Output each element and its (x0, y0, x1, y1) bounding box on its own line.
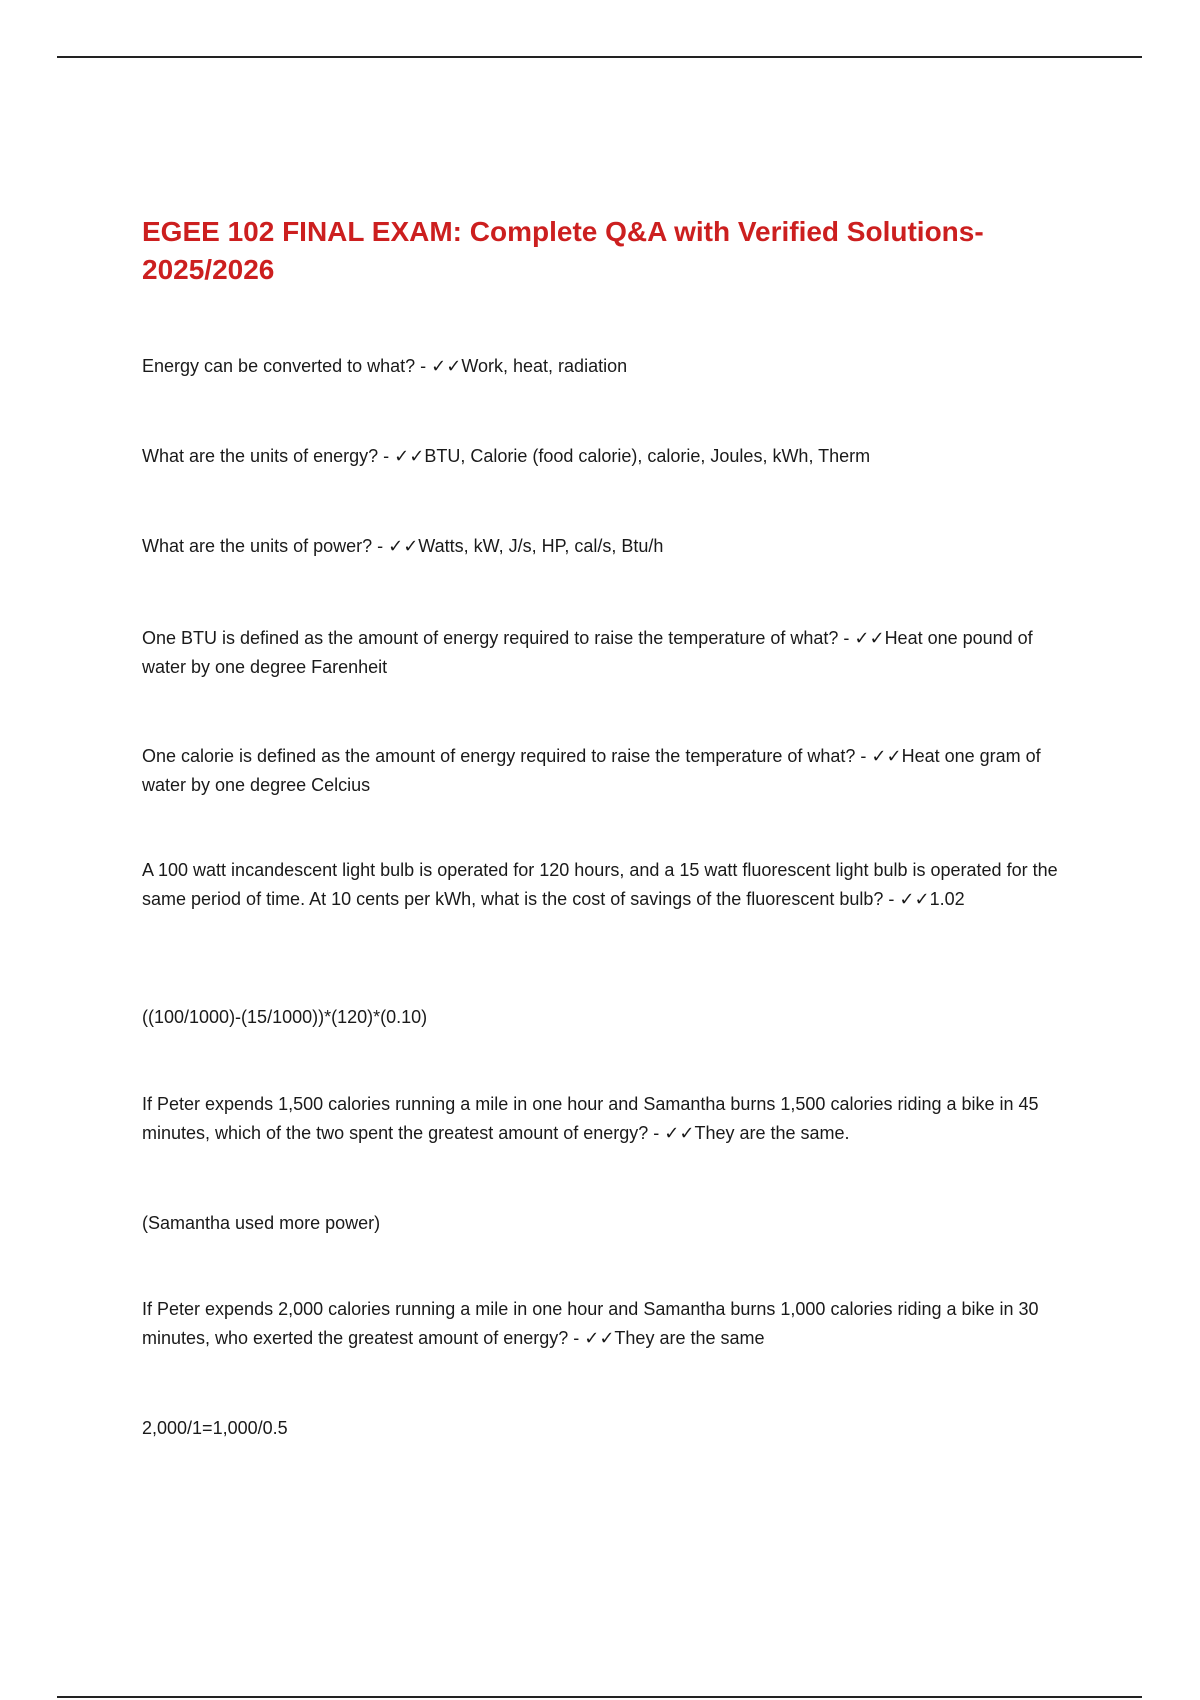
double-check-icon: ✓✓ (431, 356, 462, 377)
qa-item (142, 742, 1067, 800)
question-text: One BTU is defined as the amount of energy required to raise the temperature of what? - (142, 628, 855, 648)
double-check-icon: ✓✓ (854, 628, 885, 649)
qa-item (142, 856, 1067, 914)
double-check-icon: ✓✓ (394, 446, 425, 467)
answer-text: They are the same (614, 1328, 765, 1348)
answer-text: Heat one pound of water by one degree Farenheit (142, 628, 1033, 677)
calculation-note: 2,000/1=1,000/0.5 (142, 1418, 288, 1438)
double-check-icon: ✓✓ (871, 746, 902, 767)
calculation-note: ((100/1000)-(15/1000))*(120)*(0.10) (142, 1007, 428, 1027)
answer-text: 1.02 (929, 889, 965, 909)
question-text: If Peter expends 1,500 calories running a mile in one hour and Samantha burns 1,500 calories riding a bike in 45 minutes, which of the two spent the greatest amount of energy? - (142, 1094, 1039, 1143)
qa-item (142, 352, 1067, 381)
question-text: One calorie is defined as the amount of energy required to raise the temperature of what? - (142, 746, 872, 766)
qa-item (142, 1295, 1067, 1353)
qa-item (142, 1090, 1067, 1148)
question-text: What are the units of energy? - (142, 446, 395, 466)
bottom-rule (57, 1696, 1142, 1698)
answer-text: Heat one gram of water by one degree Celcius (142, 746, 1041, 795)
double-check-icon: ✓✓ (388, 536, 419, 557)
top-rule (57, 56, 1142, 58)
document-title: EGEE 102 FINAL EXAM: Complete Q&A with Verified Solutions-2025/2026 (142, 216, 984, 285)
answer-text: Watts, kW, J/s, HP, cal/s, Btu/h (418, 536, 664, 556)
double-check-icon: ✓✓ (584, 1328, 615, 1349)
double-check-icon: ✓✓ (664, 1123, 695, 1144)
question-text: What are the units of power? - (142, 536, 389, 556)
answer-text: They are the same. (694, 1123, 850, 1143)
question-text: Energy can be converted to what? - (142, 356, 432, 376)
qa-item (142, 442, 1067, 471)
qa-item (142, 624, 1067, 682)
explanation-note: (Samantha used more power) (142, 1213, 381, 1233)
double-check-icon: ✓✓ (899, 889, 930, 910)
qa-item (142, 532, 1067, 561)
answer-text: Work, heat, radiation (461, 356, 628, 376)
answer-text: BTU, Calorie (food calorie), calorie, Joules, kWh, Therm (424, 446, 871, 466)
question-text: A 100 watt incandescent light bulb is operated for 120 hours, and a 15 watt fluorescent light bulb is operated for the same period of time. At 10 cents per kWh, what is the cost of savings of the fluorescent bulb? - (142, 860, 1058, 909)
question-text: If Peter expends 2,000 calories running a mile in one hour and Samantha burns 1,000 calories riding a bike in 30 minutes, who exerted the greatest amount of energy? - (142, 1299, 1039, 1348)
